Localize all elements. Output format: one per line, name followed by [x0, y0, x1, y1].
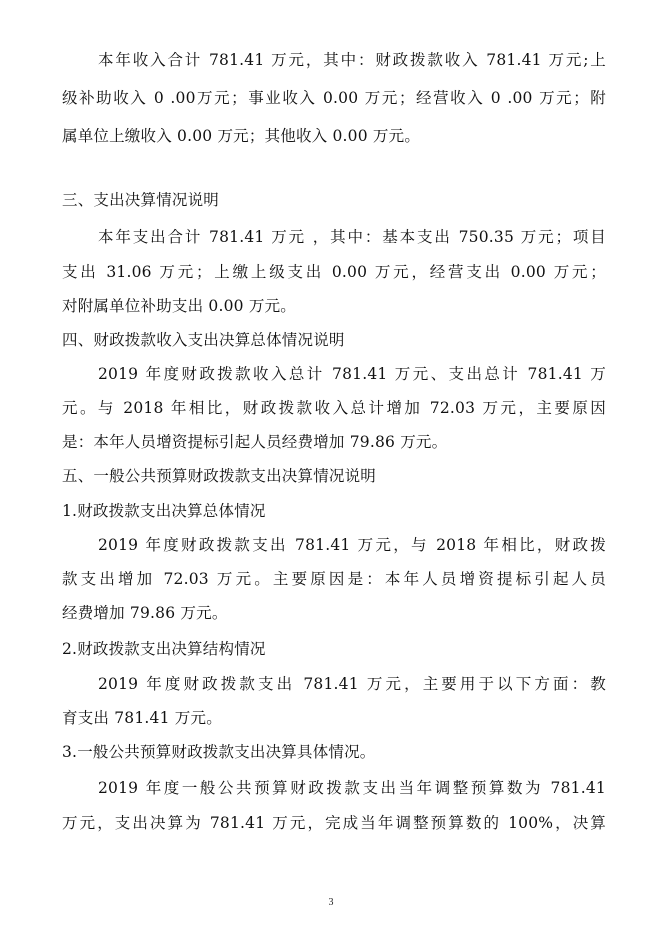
structure-line-2: 育支出 781.41 万元。: [62, 709, 222, 727]
section-4-heading: 四、财政拨款收入支出决算总体情况说明: [62, 331, 345, 349]
subsection-3-title: 3.一般公共预算财政拨款支出决算具体情况。: [62, 743, 376, 761]
detail-line-1: 2019 年度一般公共预算财政拨款支出当年调整预算数为 781.41: [98, 779, 606, 797]
structure-line-1: 2019 年度财政拨款支出 781.41 万元，主要用于以下方面：教: [98, 675, 606, 693]
detail-line-2: 万元，支出决算为 781.41 万元，完成当年调整预算数的 100%，决算: [62, 814, 606, 832]
section-5-heading: 五、一般公共预算财政拨款支出决算情况说明: [62, 467, 377, 485]
section-3-heading: 三、支出决算情况说明: [62, 191, 220, 209]
overall-line-2: 款支出增加 72.03 万元。主要原因是：本年人员增资提标引起人员: [62, 570, 606, 588]
subsection-1-title: 1.财政拨款支出决算总体情况: [62, 502, 266, 520]
expenditure-line-1: 本年支出合计 781.41 万元 ，其中：基本支出 750.35 万元；项目: [98, 228, 606, 246]
subsection-2-title: 2.财政拨款支出决算结构情况: [62, 640, 266, 658]
overall-line-3: 经费增加 79.86 万元。: [62, 604, 228, 622]
fiscal-total-line-1: 2019 年度财政拨款收入总计 781.41 万元、支出总计 781.41 万: [98, 365, 606, 383]
income-line-3: 属单位上缴收入 0.00 万元；其他收入 0.00 万元。: [62, 127, 421, 145]
fiscal-total-line-2: 元。与 2018 年相比，财政拨款收入总计增加 72.03 万元，主要原因: [62, 399, 606, 417]
income-line-1: 本年收入合计 781.41 万元，其中：财政拨款收入 781.41 万元;上: [98, 51, 606, 69]
expenditure-line-3: 对附属单位补助支出 0.00 万元。: [62, 297, 296, 315]
fiscal-total-line-3: 是：本年人员增资提标引起人员经费增加 79.86 万元。: [62, 433, 448, 451]
expenditure-line-2: 支出 31.06 万元；上缴上级支出 0.00 万元，经营支出 0.00 万元；: [62, 263, 606, 281]
income-line-2: 级补助收入 0 .00万元；事业收入 0.00 万元；经营收入 0 .00 万元；附: [62, 89, 606, 107]
page-number: 3: [328, 897, 334, 908]
overall-line-1: 2019 年度财政拨款支出 781.41 万元，与 2018 年相比，财政拨: [98, 536, 606, 554]
